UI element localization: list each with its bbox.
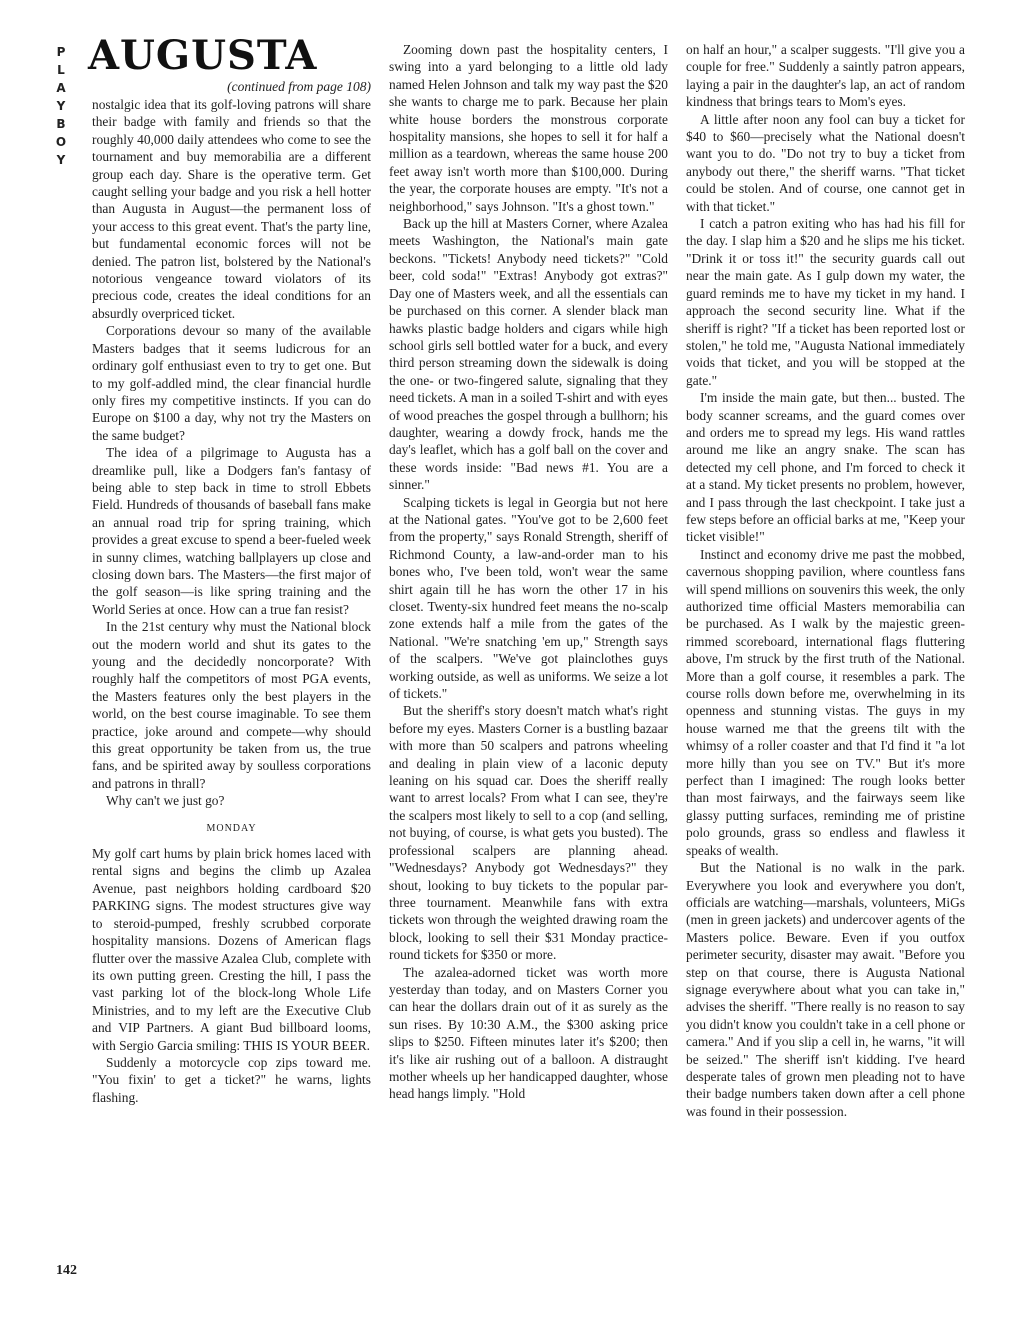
paragraph: Suddenly a motorcycle cop zips toward me. "You fixin' to get a ticket?" he warns, lights flashing. [92, 1054, 371, 1105]
paragraph: I'm inside the main gate, but then... busted. The body scanner screams, and the guard comes over and orders me to spread my legs. His wand rattles around me like an angry snake. The scan has detected my cell phone, and I'm forced to check it at a stand. My ticket presents no problem, however, and I pass through the last checkpoint. I take just a few steps before an official barks at me, "Keep your ticket visible!" [686, 390, 965, 545]
spine-letter: Y [56, 153, 66, 167]
paragraph: Why can't we just go? [106, 793, 225, 809]
paragraph: But the sheriff's story doesn't match what's right before my eyes. Masters Corner is a bustling bazaar with more than 50 scalpers and patrons wheeling and dealing in plain view of a laconic deputy leaning on his squad car. Does the sheriff really want to arrest locals? From what I can see, they're the scalpers most likely to sell to a cop (and selling, not buying, of course, is what gets you busted). The professional scalpers are planning ahead. "Wednesdays? Anybody got Wednesdays?" they shout, looking to buy tickets to the popular par-three tournament. Meanwhile fans with extra tickets won through the weighted drawing roam the block, looking to sell their $31 Monday practice-round tickets for $350 or more. [389, 703, 668, 963]
continued-note: (continued from page 108) [227, 79, 371, 94]
paragraph: I catch a patron exiting who has had his fill for the day. I slap him a $20 and he slips me his ticket. "Drink it or toss it!" the security guards call out near the main gate. As I gulp down my water, the guard reminds me to have my ticket in my hand. I approach the second security line. What if the sheriff is right? "If a ticket has been reported lost or stolen," he told me, "Augusta National immediately voids that ticket, and you will be stopped at the gate." [686, 216, 965, 388]
spine-letter: O [55, 135, 67, 149]
spine-letter: A [56, 81, 66, 95]
paragraph: nostalgic idea that its golf-loving patrons will share their badge with family and friends so that the roughly 40,000 daily attendees who come to see the tournament and buy memorabilia are a different group each day. Share is the operative term. Get caught selling your badge and you risk a hell hotter than Augusta in August—the permanent loss of your access to this great event. That's the party line, but fundamental economic forces will not be denied. The patron list, bolstered by the National's notorious vengeance toward violators of its precious code, creates the ideal conditions for an absurdly overpriced ticket. [92, 97, 371, 321]
paragraph: Zooming down past the hospitality centers, I swing into a yard belonging to a little old lady named Helen Johnson and talk my way past the $20 she wants to charge me to park. Because her plain white house borders the monstrous corporate hospitality mansions, she hopes to sell it for half a million as a teardown, whereas the same house 200 feet away isn't worth more than $100,000. During the year, the corporate houses are empty. "It's not a neighborhood," says Johnson. "It's a ghost town." [389, 42, 668, 214]
paragraph: Instinct and economy drive me past the mobbed, cavernous shopping pavilion, where countless fans will spend millions on souvenirs this week, the only authorized time official Masters memorabilia can be purchased. As I walk by the majestic green-rimmed scoreboard, international flags fluttering above, I'm struck by the first truth of the National. More than a golf course, it resembles a park. The course rolls down before me, overwhelming in its openness and stunning vistas. The guys in my house warned me that the greens tilt with the whimsy of a roller coaster and that I'd find it "a lot more hilly than you see on TV." But it's more perfect than I imagined: The rough looks better than most fairways, and the fairways seem like glassy putting surfaces, reminding me of pristine polo grounds, grass so endless and flawless it speaks of wealth. [686, 546, 965, 858]
paragraph: The azalea-adorned ticket was worth more yesterday than today, and on Masters Corner you can hear the dollars drain out of it as surely as the sun rises. By 10:30 A.M., the $300 asking price slips to $250. Fifteen minutes later it's $200; then it's like air rushing out of a balloon. A distraught mother wheels up her handicapped daughter, whose head hangs limply. "Hold [389, 964, 668, 1102]
spine-letter: Y [56, 99, 66, 113]
section-subhead: MONDAY [206, 822, 257, 834]
paragraph: The idea of a pilgrimage to Augusta has a dreamlike pull, like a Dodgers fan's fantasy of being able to step back in time to stroll Ebbets Field. Hundreds of thousands of baseball fans make an annual road trip for spring training, which provides a great excuse to spend a beer-fueled week in sunny climes, watching ballplayers up close and closing down bars. The Masters—the first major of the golf season—is like spring training and the World Series at once. How can a true fan resist? [92, 445, 371, 617]
paragraph: In the 21st century why must the National block out the modern world and shut its gates to the young and the decidedly noncorporate? With roughly half the competitors of most PGA events, the Masters features only the best players in the world, on the best course imaginable. To see them practice, joke around and compete—why should this great opportunity be taken from us, the true fans, and be spirited away by soulless corporations and patrons in thrall? [92, 619, 371, 791]
paragraph: Corporations devour so many of the available Masters badges that it seems ludicrous for an ordinary golf enthusiast even to try to get one. But to my golf-addled mind, the clear financial hurdle only fires my competitive instincts. If you can do Europe on $100 a day, why not try the Masters on the same budget? [92, 323, 371, 443]
column-2 [389, 41, 668, 1103]
paragraph: Scalping tickets is legal in Georgia but not here at the National gates. "You've got to be 2,600 feet from the property," says Ronald Strength, sheriff of Richmond County, a law-and-order man to his bones who, I've been told, won't wear the same shirt again till he has worn the other 17 in his closet. Twenty-six hundred feet means the no-scalp zone extends half a mile from the gates of the National. "We're snatching 'em up," Strength says of the scalpers. "We've got plainclothes guys working outside, as well as uniforms. We seize a lot of tickets." [389, 494, 668, 702]
paragraph: My golf cart hums by plain brick homes laced with rental signs and begins the climb up Azalea Avenue, past neighbors holding cardboard $20 PARKING signs. The modest structures give way to steroid-pumped, freshly scrubbed corporate hospitality mansions. Dozens of American flags flutter over the massive Azalea Club, complete with its own putting green. Cresting the hill, I pass the vast parking lot of the block-long Whole Life Ministries, and to my left are the Executive Club and VIP Partners. A giant Bud billboard looms, with Sergio Garcia smiling: THIS IS YOUR BEER. [92, 846, 371, 1053]
spine-letter: L [57, 63, 65, 77]
column-1 [92, 96, 371, 1106]
paragraph: on half an hour," a scalper suggests. "I'll give you a couple for free." Suddenly a saintly patron appears, laying a pair in the daughter's lap, an act of random kindness that brings tears to Mom's eyes. [686, 42, 965, 110]
magazine-spine-label [52, 46, 70, 172]
column-3 [686, 41, 965, 1120]
paragraph: Back up the hill at Masters Corner, where Azalea meets Washington, the National's main gate beckons. "Tickets! Anybody need tickets?" "Cold beer, cold soda!" "Extras! Anybody got extras?" Day one of Masters week, and all the essentials can be purchased on this corner. A slender black man hawks plastic badge holders and cigars while high school girls sell bottled water for a buck, and every third person streaming down the sidewalk is doing the one- or two-fingered salute, signaling that they need tickets. A man in a soiled T-shirt and with eyes of wood preaches the gospel through a bullhorn; his daughter, wearing a dowdy frock, hands me the day's leaflet, which has a golf ball on the cover and these words inside: "Bad news #1. You are a sinner." [389, 216, 668, 493]
page-number: 142 [56, 1263, 77, 1278]
spine-letter: B [56, 117, 66, 131]
paragraph: But the National is no walk in the park. Everywhere you look and everywhere you don't, officials are watching—marshals, volunteers, MiGs (men in green jackets) and undercover agents of the Masters police. Beware. Even if you outfox perimeter security, disaster may await. "Before you step on that course, there is Augusta National signage everywhere about what you can take in," advises the sheriff. "There really is no reason to say you didn't know you couldn't take in a cell phone or camera." And if you slip a cell in, he warns, "it will be seized." The sheriff isn't kidding. I've heard desperate tales of grown men pleading not to have their badge numbers taken down after a cell phone was found in their possession. [686, 860, 965, 1119]
spine-letter: P [56, 45, 66, 59]
paragraph: A little after noon any fool can buy a ticket for $40 to $60—precisely what the National doesn't want you to do. "Do not try to buy a ticket from anybody out there," the sheriff warns. "That ticket could be stolen. And of course, one cannot get in with that ticket." [686, 111, 965, 214]
article-title: AUGUSTA [88, 32, 318, 79]
